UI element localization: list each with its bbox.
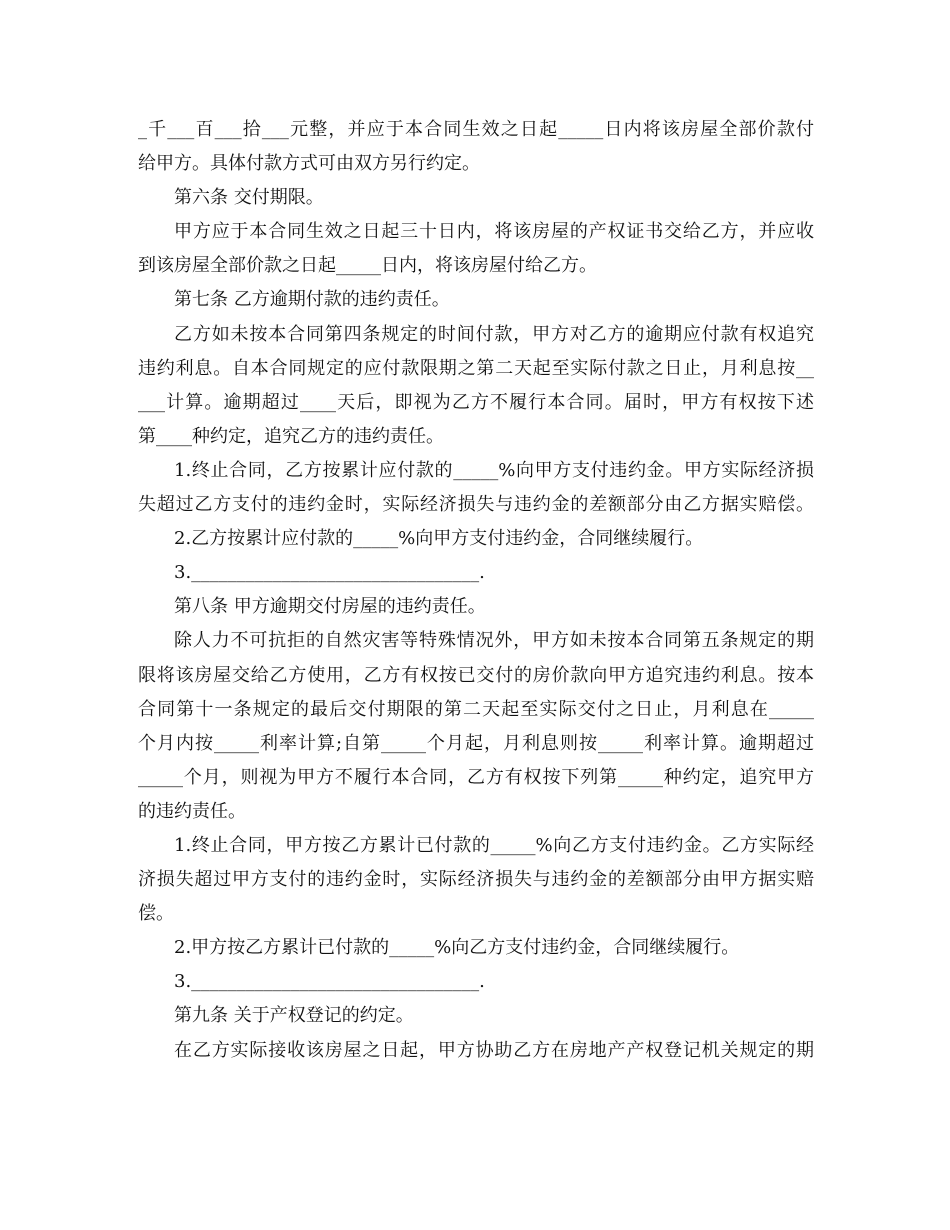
paragraph-line: 甲方应于本合同生效之日起三十日内，将该房屋的产权证书交给乙方，并应收 (174, 221, 814, 243)
article-heading: 第九条 关于产权登记的约定。 (174, 1005, 414, 1027)
paragraph-line: 第____种约定，追究乙方的违约责任。 (138, 425, 444, 447)
clause-line: 济损失超过甲方支付的违约金时，实际经济损失与违约金的差额部分由甲方据实赔 (138, 869, 814, 891)
paragraph-line: 乙方如未按本合同第四条规定的时间付款，甲方对乙方的逾期应付款有权追究 (174, 323, 814, 345)
clause-line: 1.终止合同，甲方按乙方累计已付款的_____%向乙方支付违约金。乙方实际经 (174, 834, 814, 856)
clause-line: 失超过乙方支付的违约金时，实际经济损失与违约金的差额部分由乙方据实赔偿。 (138, 494, 814, 516)
paragraph-line: 到该房屋全部价款之日起_____日内，将该房屋付给乙方。 (138, 255, 597, 277)
blank-clause-line: 3.________________________________. (174, 971, 485, 993)
article-heading: 第六条 交付期限。 (174, 187, 324, 209)
clause-line: 偿。 (138, 903, 174, 925)
paragraph-line: 的违约责任。 (138, 800, 246, 822)
article-heading: 第八条 甲方逾期交付房屋的违约责任。 (174, 596, 486, 618)
document-page (138, 113, 814, 1068)
paragraph-line: 除人力不可抗拒的自然灾害等特殊情况外，甲方如未按本合同第五条规定的期 (174, 630, 814, 652)
clause-line: 1.终止合同，乙方按累计应付款的_____%向甲方支付违约金。甲方实际经济损 (174, 459, 814, 481)
paragraph-line: 合同第十一条规定的最后交付期限的第二天起至实际交付之日止，月利息在_____ (138, 698, 814, 720)
blank-clause-line: 3.________________________________. (174, 562, 485, 584)
paragraph-line: 个月内按_____利率计算;自第_____个月起，月利息则按_____利率计算。逾期超过 (138, 732, 814, 754)
paragraph-line: ___计算。逾期超过____天后，即视为乙方不履行本合同。届时，甲方有权按下述 (138, 391, 814, 413)
paragraph-line: 在乙方实际接收该房屋之日起，甲方协助乙方在房地产产权登记机关规定的期 (174, 1039, 814, 1061)
article-heading: 第七条 乙方逾期付款的违约责任。 (174, 289, 450, 311)
paragraph-line: 限将该房屋交给乙方使用，乙方有权按已交付的房价款向甲方追究违约利息。按本 (138, 664, 814, 686)
paragraph-line: _____个月，则视为甲方不履行本合同，乙方有权按下列第_____种约定，追究甲方 (138, 766, 814, 788)
clause-line: 2.乙方按累计应付款的_____%向甲方支付违约金，合同继续履行。 (174, 528, 704, 550)
paragraph-line: _千___百___拾___元整，并应于本合同生效之日起_____日内将该房屋全部价款付 (138, 119, 814, 140)
clause-line: 2.甲方按乙方累计已付款的_____%向乙方支付违约金，合同继续履行。 (174, 937, 740, 959)
paragraph-line: 违约利息。自本合同规定的应付款限期之第二天起至实际付款之日止，月利息按__ (138, 357, 814, 379)
paragraph-line: 给甲方。具体付款方式可由双方另行约定。 (138, 153, 480, 175)
